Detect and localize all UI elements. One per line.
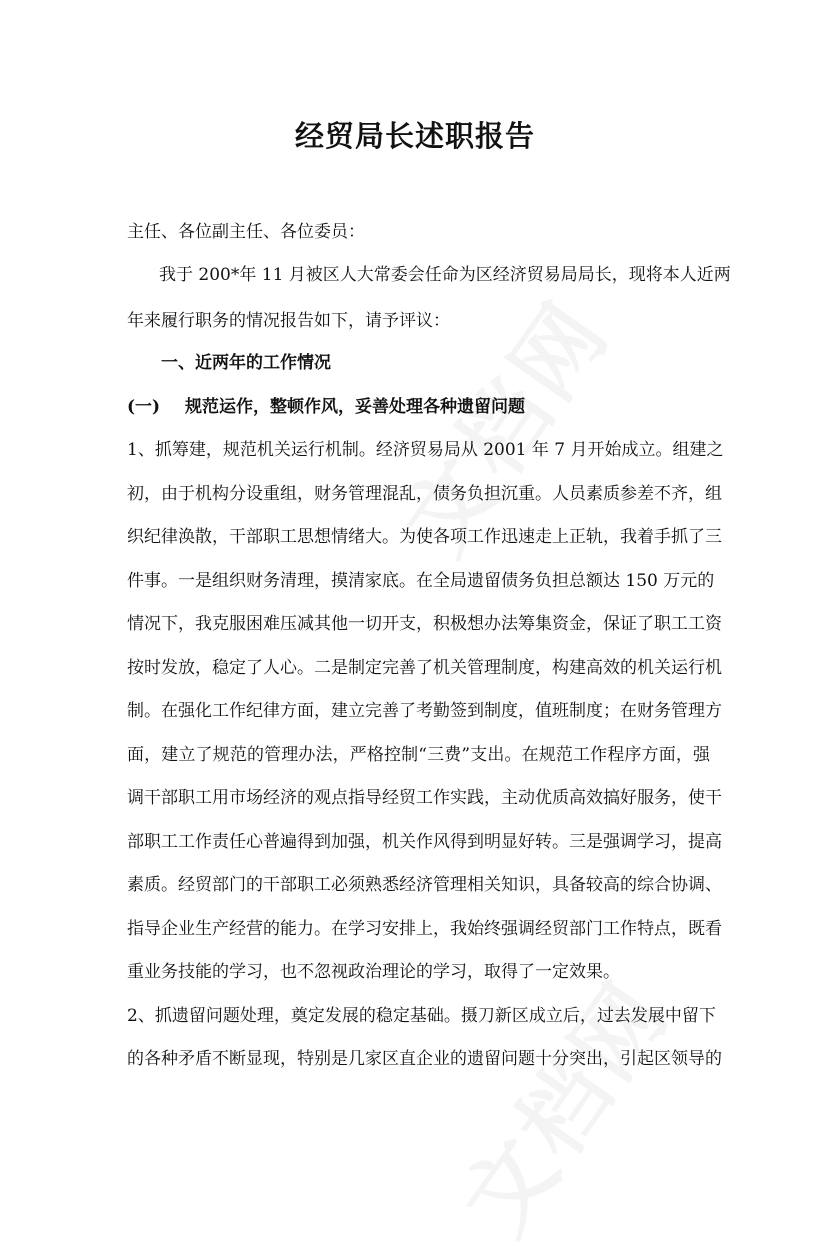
document-title: 经贸局长述职报告	[294, 119, 535, 153]
paragraph-line: 件事。一是组织财务清理，摸清家底。在全局遗留债务负担总额达 150 万元的	[127, 571, 715, 591]
watermark	[429, 951, 694, 1254]
paragraph-line: 初，由于机构分设重组，财务管理混乱，债务负担沉重。人员素质参差不齐，组	[127, 484, 722, 504]
subsection-title: 规范运作，整顿作风，妥善处理各种遗留问题	[185, 397, 525, 417]
paragraph-line: 指导企业生产经营的能力。在学习安排上，我始终强调经贸部门工作特点，既看	[127, 919, 722, 939]
paragraph-line: 面，建立了规范的管理办法，严格控制“三费”支出。在规范工作程序方面，强	[127, 745, 710, 765]
intro-line: 我于 200*年 11 月被区人大常委会任命为区经济贸易局局长，现将本人近两	[159, 265, 731, 285]
section-heading: 一、近两年的工作情况	[161, 353, 331, 373]
intro-line: 年来履行职务的情况报告如下，请予评议：	[127, 311, 450, 331]
paragraph-line: 部职工工作责任心普遍得到加强，机关作风得到明显好转。三是强调学习，提高	[127, 832, 722, 852]
paragraph-line: 织纪律涣散，干部职工思想情绪大。为使各项工作迅速走上正轨，我着手抓了三	[127, 527, 722, 547]
paragraph-line: 2、抓遗留问题处理，奠定发展的稳定基础。摄刀新区成立后，过去发展中留下	[127, 1006, 716, 1026]
paragraph-line: 重业务技能的学习，也不忽视政治理论的学习，取得了一定效果。	[127, 962, 620, 982]
paragraph-line: 调干部职工用市场经济的观点指导经贸工作实践，主动优质高效搞好服务，使干	[127, 788, 722, 808]
subsection-heading	[127, 395, 710, 419]
subsection-number: (一)	[127, 397, 161, 417]
paragraph-line: 情况下，我克服困难压减其他一切开支，积极想办法筹集资金，保证了职工工资	[127, 614, 722, 634]
paragraph-line: 制。在强化工作纪律方面，建立完善了考勤签到制度，值班制度；在财务管理方	[127, 701, 722, 721]
paragraph-line: 的各种矛盾不断显现，特别是几家区直企业的遗留问题十分突出，引起区领导的	[127, 1049, 722, 1069]
paragraph-line: 按时发放，稳定了人心。二是制定完善了机关管理制度，构建高效的机关运行机	[127, 658, 722, 678]
salutation: 主任、各位副主任、各位委员：	[127, 222, 365, 242]
paragraph-line: 1、抓筹建，规范机关运行机制。经济贸易局从 2001 年 7 月开始成立。组建之	[127, 440, 724, 460]
paragraph-line: 素质。经贸部门的干部职工必须熟悉经济管理相关知识，具备较高的综合协调、	[127, 875, 722, 895]
